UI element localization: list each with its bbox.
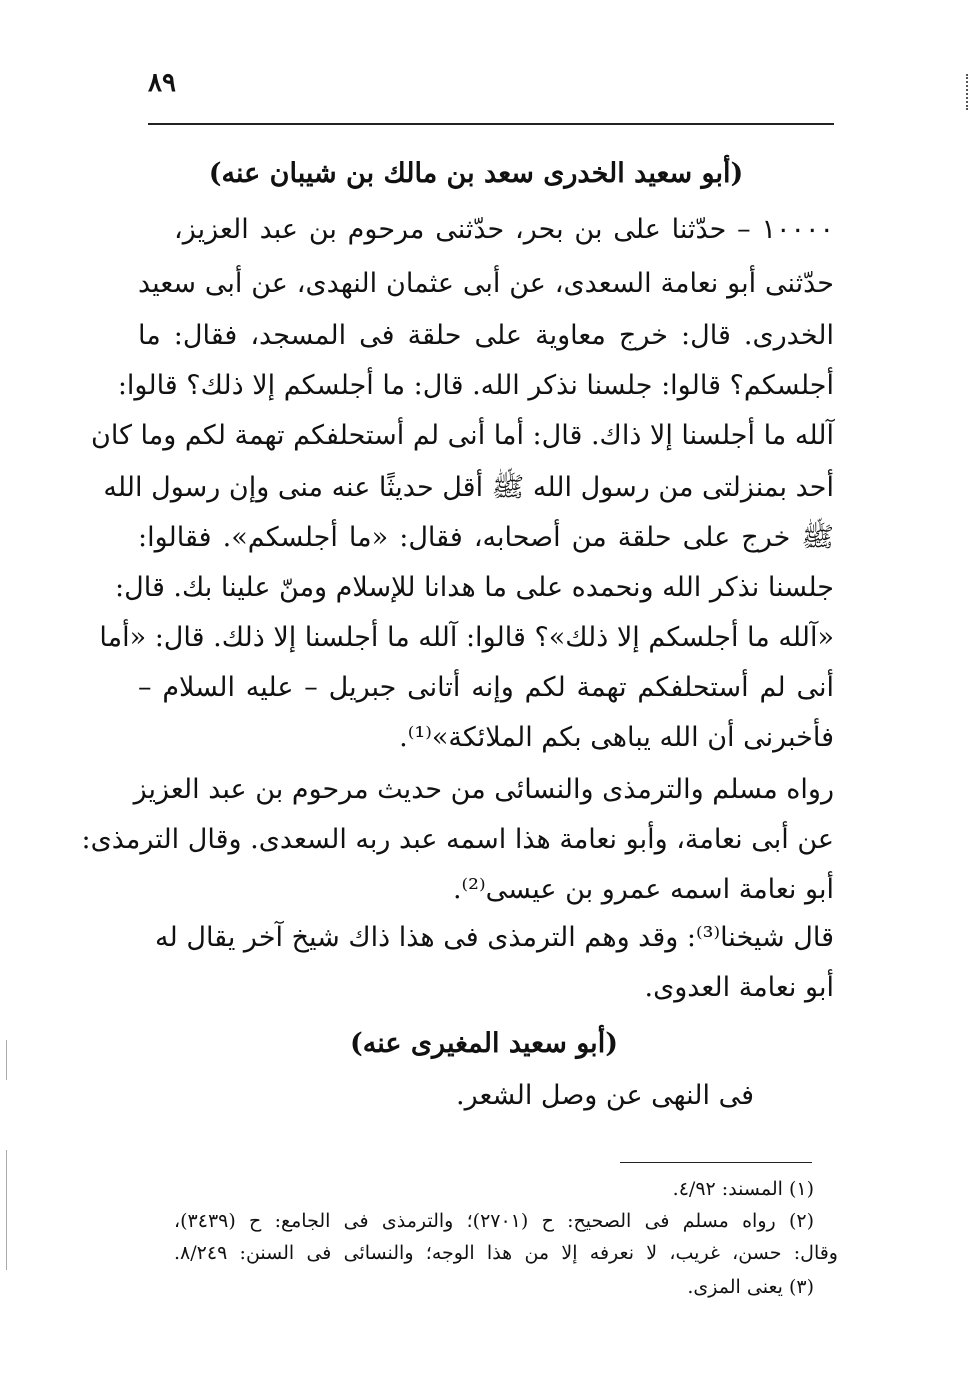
footnote: وقال: حسن، غريب، لا نعرفه إلا من هذا الوجه؛ والنسائى فى السنن: ٨/٢٤٩. — [174, 1242, 838, 1264]
section-heading: (أبو سعيد المغيرى عنه) — [350, 1028, 618, 1059]
hadith-line: الخدرى. قال: خرج معاوية على حلقة فى المسجد، فقال: ما — [138, 320, 834, 351]
hadith-line: أجلسكم؟ قالوا: جلسنا نذكر الله. قال: ما أجلسكم إلا ذلك؟ قالوا: — [117, 370, 834, 401]
hadith-line: ١٠٠٠٠ – حدّثنا على بن بحر، حدّثنى مرحوم بن عبد العزيز، — [174, 214, 834, 245]
hadith-line: أحد بمنزلتى من رسول الله ﷺ أقل حديثًا عنه منى وإن رسول الله — [103, 472, 834, 503]
hadith-line: ﷺ خرج على حلقة من أصحابه، فقال: «ما أجلسكم». فقالوا: — [138, 522, 834, 553]
footnote: (٢) رواه مسلم فى الصحيح: ح (٢٧٠١)؛ والترمذى فى الجامع: ح (٣٤٣٩)، — [174, 1210, 814, 1232]
hadith-line: أنى لم أستحلفكم تهمة لكم وإنه أتانى جبريل – عليه السلام – — [138, 672, 834, 703]
scan-edge-mark — [6, 1150, 7, 1270]
footnote-rule — [620, 1162, 812, 1163]
commentary-line: أبو نعامة اسمه عمرو بن عيسى⁽²⁾. — [452, 874, 834, 905]
hadith-line: «آلله ما أجلسكم إلا ذلك»؟ قالوا: آلله ما أجلسنا إلا ذلك. قال: «أما — [99, 622, 834, 653]
hadith-line: حدّثنى أبو نعامة السعدى، عن أبى عثمان النهدى، عن أبى سعيد — [138, 268, 834, 299]
commentary-line: رواه مسلم والترمذى والنسائى من حديث مرحوم بن عبد العزيز — [133, 774, 834, 805]
page-number: ٨٩ — [148, 68, 176, 98]
hadith-line: آلله ما أجلسنا إلا ذاك. قال: أما أنى لم أستحلفكم تهمة لكم وما كان — [91, 420, 834, 451]
commentary-line: أبو نعامة العدوى. — [644, 972, 834, 1003]
footnote: (٣) يعنى المزى. — [687, 1276, 814, 1298]
section-subheading: فى النهى عن وصل الشعر. — [456, 1080, 754, 1111]
section-heading: (أبو سعيد الخدرى سعد بن مالك بن شيبان عنه) — [208, 158, 744, 189]
header-rule — [148, 123, 834, 125]
scan-edge-mark — [6, 1040, 7, 1080]
margin-mark — [964, 74, 968, 110]
hadith-line: جلسنا نذكر الله ونحمده على ما هدانا للإسلام ومنّ علينا بك. قال: — [115, 572, 834, 603]
footnote: (١) المسند: ٤/٩٢. — [672, 1178, 814, 1200]
hadith-line: فأخبرنى أن الله يباهى بكم الملائكة»⁽¹⁾. — [399, 722, 834, 753]
commentary-line: قال شيخنا⁽³⁾: وقد وهم الترمذى فى هذا ذاك شيخ آخر يقال له — [155, 922, 834, 953]
commentary-line: عن أبى نعامة، وأبو نعامة هذا اسمه عبد ربه السعدى. وقال الترمذى: — [81, 824, 834, 855]
